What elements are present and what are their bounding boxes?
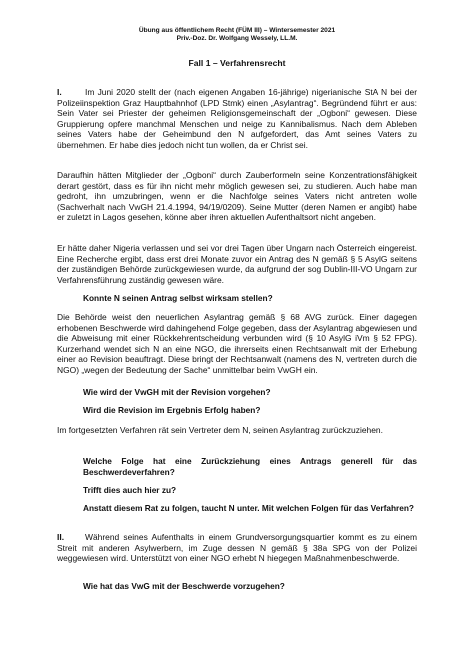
section-number: II. [57, 532, 65, 542]
question-6: Anstatt diesem Rat zu folgen, taucht N unter. Mit welchen Folgen für das Verfahren? [83, 503, 414, 513]
paragraph-1 [57, 87, 417, 150]
course-title-line: Übung aus öffentlichem Recht (FÜM III) – Wintersemester 2021 [138, 27, 336, 34]
question-5: Trifft dies auch hier zu? [83, 485, 177, 495]
paragraph-6 [57, 532, 417, 564]
paragraph-text: Er hätte daher Nigeria verlassen und sei vor drei Tagen über Ungarn nach Österreich eingereist. Eine Recherche ergibt, dass erst drei Monate zuvor ein Antrag des N gemäß § 5 AsylG seitens der zuständigen Behörde zurückgewiesen wurde, da aufgrund der sog Dublin-III-VO Ungarn zur Verfahrensführung zuständig gewesen wäre. [57, 243, 417, 285]
question-7: Wie hat das VwG mit der Beschwerde vorzugehen? [83, 581, 285, 591]
paragraph-text: Die Behörde weist den neuerlichen Asylantrag gemäß § 68 AVG zurück. Einer dagegen erhobenen Beschwerde wird dahingehend Folge gegeben, dass der Asylantrag abgewiesen und die Abweisung mit einer Rückkehrentscheidung verbunden wird (§ 10 AsylG iVm § 52 FPG). Kurzerhand wendet sich N an eine NGO, die ihrerseits einen Rechtsanwalt mit der Erhebung einer ao Revision beauftragt. Diese bringt der Rechtsanwalt (namens des N, vertreten durch die NGO) „wegen der Bedeutung der Sache“ unmittelbar beim VwGH ein. [57, 312, 417, 375]
paragraph-4 [57, 312, 417, 375]
question-1: Konnte N seinen Antrag selbst wirksam stellen? [83, 293, 273, 303]
paragraph-text: Im Juni 2020 stellt der (nach eigenen Angaben 16-jährige) nigerianische StA N bei der Polizeiinspektion Graz Hauptbahnhof (LPD Stmk) einen „Asylantrag“. Begründend führt er aus: Sein Vater sei Priester der geheimen Religionsgemeinschaft der „Ogboni“ gewesen. Diese Gruppierung opfere manchmal Menschen und neige zu Kannibalismus. Nach dem Ableben seines Vaters habe der Geheimbund den N aufgefordert, das Amt seines Vaters zu übernehmen. Er habe dies jedoch nicht tun wollen, da er Christ sei. [57, 87, 417, 150]
section-number: I. [57, 87, 62, 97]
paragraph-text: Während seines Aufenthalts in einem Grundversorgungsquartier kommt es zu einem Streit mit anderen Asylwerbern, im Zuge dessen N gemäß § 38a SPG von der Polizei weggewiesen wird. Unterstützt von einer NGO erhebt N hiegegen Maßnahmenbeschwerde. [57, 532, 417, 563]
paragraph-text: Daraufhin hätten Mitglieder der „Ogboni“ durch Zauberformeln seine Konzentrationsfähigkeit derart gestört, dass es für ihn nicht mehr möglich gewesen sei, zu studieren. Auch habe man gedroht, ihn umzubringen, wenn er die Nachfolge seines Vaters nicht antreten wolle (Sachverhalt nach VwGH 21.4.1994, 94/19/0209). Seine Mutter (deren Namen er angibt) habe er zuletzt in Lagos gesehen, könne aber ihren aktuellen Aufenthaltsort nicht angeben. [57, 170, 417, 222]
paragraph-3 [57, 243, 417, 285]
question-4: Welche Folge hat eine Zurückziehung eines Antrags generell für das Beschwerdeverfahren? [83, 456, 417, 477]
case-title: Fall 1 – Verfahrensrecht [188, 58, 286, 68]
lecturer-line: Priv.-Doz. Dr. Wolfgang Wessely, LL.M. [176, 35, 298, 42]
paragraph-5 [57, 425, 417, 436]
course-header [0, 27, 474, 43]
question-3: Wird die Revision im Ergebnis Erfolg haben? [83, 405, 261, 415]
paragraph-2 [57, 170, 417, 223]
paragraph-text: Im fortgesetzten Verfahren rät sein Vertreter dem N, seinen Asylantrag zurückzuziehen. [57, 425, 383, 435]
question-2: Wie wird der VwGH mit der Revision vorgehen? [83, 387, 271, 397]
